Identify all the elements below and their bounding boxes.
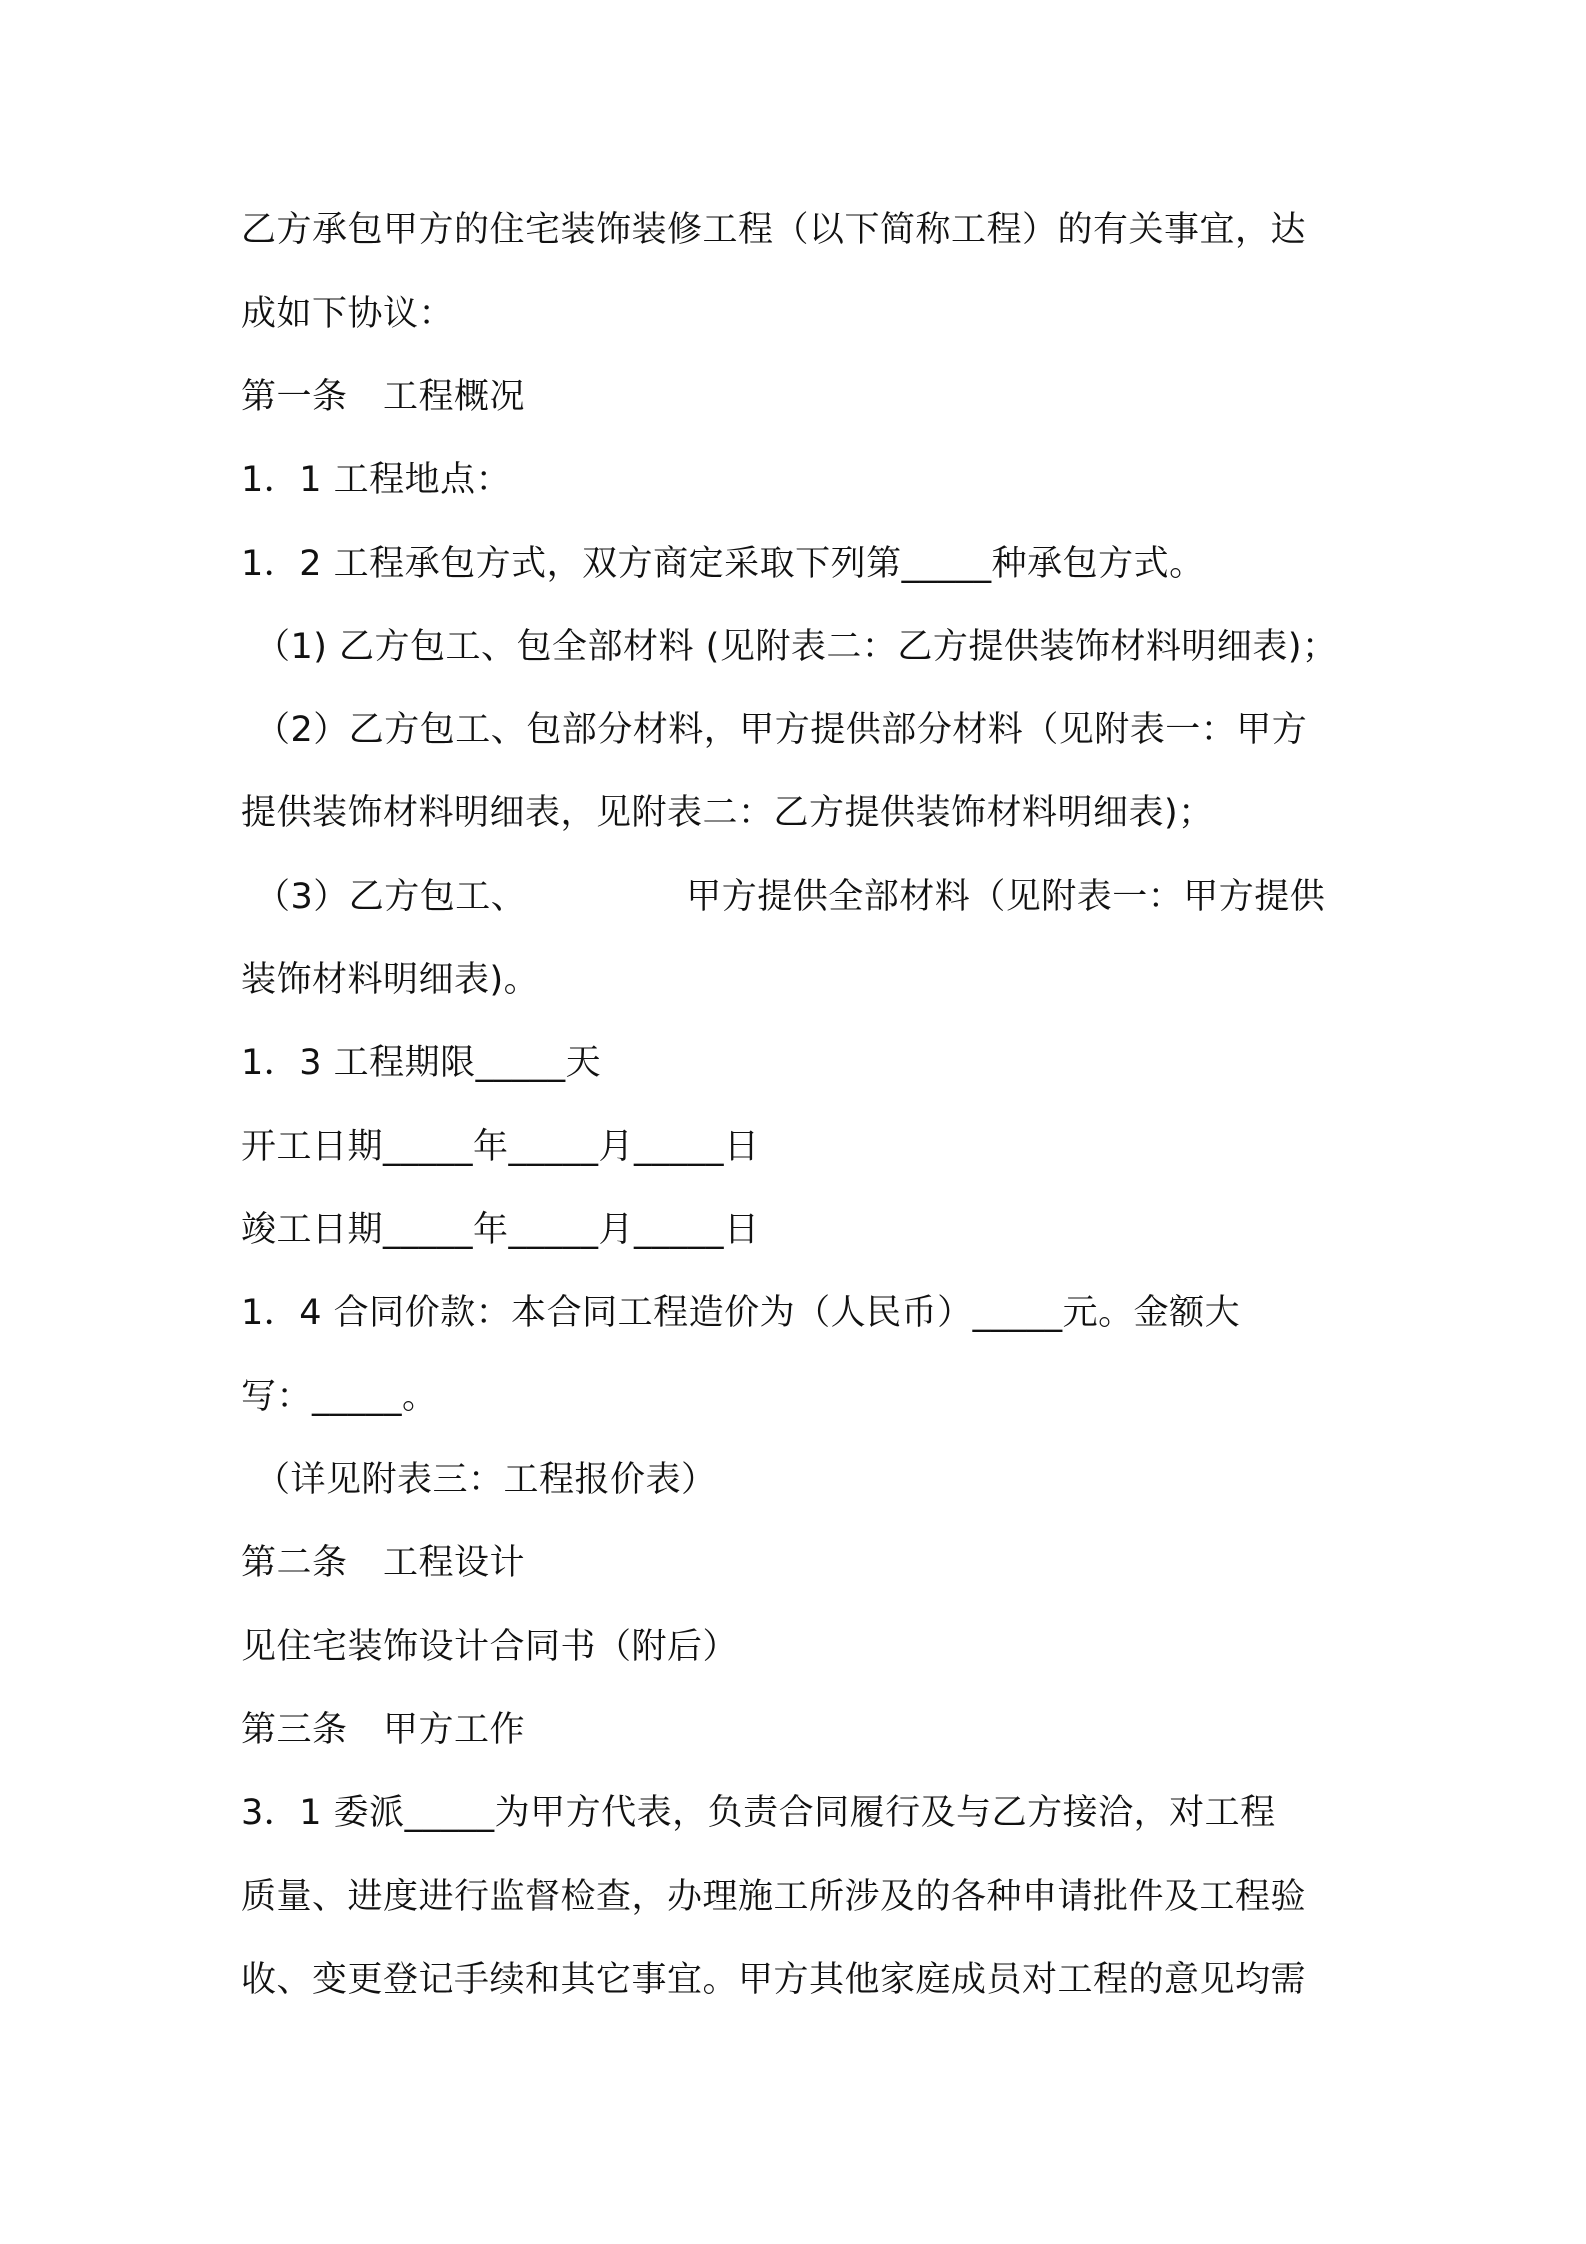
option-2-line-1: （2）乙方包工、包部分材料，甲方提供部分材料（见附表一：甲方: [255, 710, 1308, 750]
clause-1-2: 1．2 工程承包方式，双方商定采取下列第_____种承包方式。: [241, 544, 1205, 584]
quote-table-reference: （详见附表三：工程报价表）: [255, 1460, 717, 1500]
clause-1-3: 1．3 工程期限_____天: [241, 1043, 602, 1083]
clause-3-1-line-1: 3．1 委派_____为甲方代表，负责合同履行及与乙方接洽，对工程: [241, 1793, 1276, 1833]
clause-1-4-line-2: 写：_____。: [241, 1377, 438, 1417]
paragraph-intro-line-2: 成如下协议：: [241, 294, 455, 334]
design-contract-reference: 见住宅装饰设计合同书（附后）: [241, 1627, 739, 1667]
paragraph-intro-line-1: 乙方承包甲方的住宅装饰装修工程（以下简称工程）的有关事宜，达: [241, 210, 1307, 250]
article-1-heading: 第一条 工程概况: [241, 377, 526, 417]
start-date-line: 开工日期_____年_____月_____日: [241, 1127, 760, 1167]
option-3-part-b: 甲方提供全部材料（见附表一：甲方提供: [686, 877, 1326, 917]
option-2-line-2: 提供装饰材料明细表，见附表二：乙方提供装饰材料明细表)；: [241, 793, 1214, 833]
option-1: （1) 乙方包工、包全部材料 (见附表二：乙方提供装饰材料明细表)；: [255, 627, 1338, 667]
clause-3-1-line-2: 质量、进度进行监督检查，办理施工所涉及的各种申请批件及工程验: [241, 1877, 1307, 1917]
option-3-part-a: （3）乙方包工、: [255, 877, 527, 917]
clause-3-1-line-3: 收、变更登记手续和其它事宜。甲方其他家庭成员对工程的意见均需: [241, 1960, 1307, 2000]
clause-1-4-line-1: 1．4 合同价款：本合同工程造价为（人民币）_____元。金额大: [241, 1293, 1241, 1333]
article-2-heading: 第二条 工程设计: [241, 1543, 526, 1583]
option-3-line-2: 装饰材料明细表)。: [241, 960, 540, 1000]
option-3-line-1: [255, 875, 1325, 919]
article-3-heading: 第三条 甲方工作: [241, 1710, 526, 1750]
completion-date-line: 竣工日期_____年_____月_____日: [241, 1210, 760, 1250]
clause-1-1: 1．1 工程地点：: [241, 460, 512, 500]
